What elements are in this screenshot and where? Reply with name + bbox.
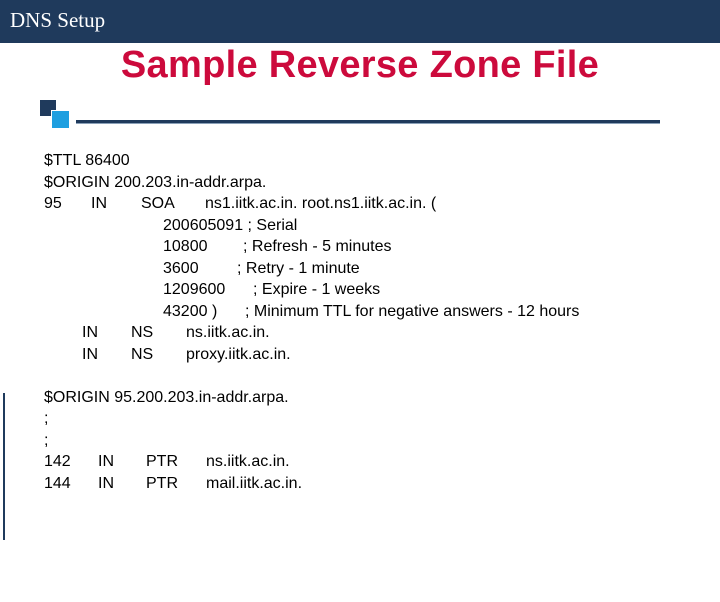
- ns-class: IN: [82, 345, 98, 363]
- soa-minimum-comment: ; Minimum TTL for negative answers - 12 hours: [245, 302, 580, 320]
- soa-minimum-line: [44, 301, 580, 323]
- comment-line: [44, 430, 62, 452]
- soa-refresh-comment: ; Refresh - 5 minutes: [243, 238, 392, 255]
- decorative-square-light: [51, 110, 70, 129]
- ptr-type: PTR: [146, 474, 178, 492]
- slide-title: Sample Reverse Zone File: [120, 44, 600, 86]
- ttl-line: [44, 150, 130, 172]
- ns-value: proxy.iitk.ac.in.: [186, 345, 291, 363]
- ttl-text: $TTL 86400: [44, 152, 130, 169]
- ptr-value: ns.iitk.ac.in.: [206, 453, 290, 470]
- ptr-record-row: [44, 451, 290, 473]
- ptr-name: 142: [44, 453, 71, 470]
- comment-text: ;: [44, 410, 49, 427]
- soa-expire-comment: ; Expire - 1 weeks: [253, 281, 381, 298]
- origin2-line: [44, 387, 289, 409]
- title-underline-rule: [76, 120, 660, 124]
- soa-expire-line: [44, 279, 381, 301]
- origin-line: [44, 172, 267, 194]
- ptr-record-row: [44, 473, 303, 495]
- soa-refresh: 10800: [163, 238, 208, 255]
- ptr-class: IN: [98, 474, 114, 492]
- soa-serial: 200605091 ; Serial: [163, 216, 298, 234]
- soa-refresh-line: [44, 236, 392, 258]
- ns-value: ns.iitk.ac.in.: [186, 324, 270, 341]
- soa-line: [44, 193, 437, 215]
- ns-class: IN: [82, 324, 98, 341]
- left-edge-rule: [3, 393, 5, 540]
- soa-expire: 1209600: [163, 281, 226, 298]
- soa-minimum: 43200 ): [163, 302, 218, 320]
- soa-name: 95: [44, 195, 62, 212]
- ns-type: NS: [131, 324, 154, 341]
- origin-text: $ORIGIN 200.203.in-addr.arpa.: [44, 173, 267, 191]
- soa-class: IN: [91, 195, 107, 212]
- soa-rdata: ns1.iitk.ac.in. root.ns1.iitk.ac.in. (: [205, 195, 437, 212]
- ptr-name: 144: [44, 474, 71, 492]
- soa-retry: 3600: [163, 259, 199, 277]
- ptr-class: IN: [98, 453, 114, 470]
- ns-record-row: [44, 344, 291, 366]
- ptr-type: PTR: [146, 453, 178, 470]
- ns-record-row: [44, 322, 270, 344]
- header-bar: [0, 0, 720, 43]
- soa-retry-comment: ; Retry - 1 minute: [237, 259, 360, 277]
- soa-type: SOA: [141, 195, 175, 212]
- ptr-value: mail.iitk.ac.in.: [206, 474, 303, 492]
- header-title: DNS Setup: [10, 8, 106, 32]
- zone-file-listing: [44, 150, 580, 494]
- origin2-text: $ORIGIN 95.200.203.in-addr.arpa.: [44, 388, 289, 406]
- comment-line: [44, 408, 62, 430]
- ns-type: NS: [131, 345, 154, 363]
- soa-serial-line: [44, 215, 298, 237]
- soa-retry-line: [44, 258, 360, 280]
- comment-text: ;: [44, 431, 49, 449]
